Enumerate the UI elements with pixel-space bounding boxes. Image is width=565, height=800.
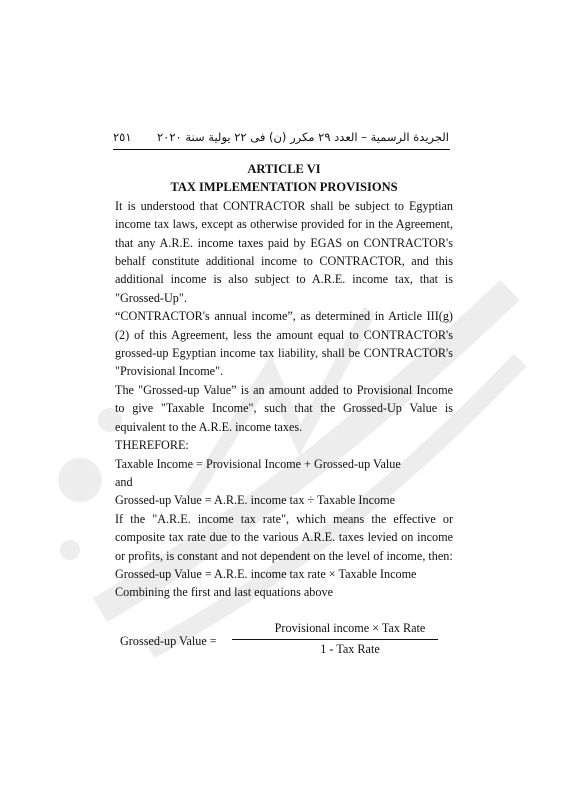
paragraph-1: It is understood that CONTRACTOR shall be subject to Egyptian income tax laws, except as otherwise provided for in the Agreement, that any A.R.E. income taxes paid by EGAS on CONTRACTOR's behalf constitute additional income to CONTRACTOR, and this additional income is also subject to A.R.E. income tax, that is "Grossed-Up".: [115, 198, 453, 305]
article-body: [115, 160, 453, 602]
header-rule: [113, 149, 450, 150]
therefore-label: THEREFORE:: [115, 438, 189, 453]
page-number: ٢٥١: [113, 130, 132, 144]
combining-text: Combining the first and last equations above: [115, 585, 333, 600]
formula-lhs: Grossed-up Value =: [120, 634, 217, 648]
equation-2: Grossed-up Value = A.R.E. income tax ÷ Taxable Income: [115, 493, 395, 508]
equation-1: Taxable Income = Provisional Income + Grossed-up Value: [115, 456, 401, 471]
and-label: and: [115, 474, 133, 489]
article-title: TAX IMPLEMENTATION PROVISIONS: [170, 180, 398, 195]
paragraph-4: If the "A.R.E. income tax rate", which means the effective or composite tax rate due to the various A.R.E. taxes levied on income or profits, is constant and not dependent on the level of income, then:: [115, 511, 453, 563]
paragraph-2: “CONTRACTOR's annual income”, as determined in Article III(g)(2) of this Agreement, less the amount equal to CONTRACTOR's grossed-up Egyptian income tax liability, shall be CONTRACTOR's "Provisional Income".: [115, 309, 453, 379]
formula-numerator: Provisional income × Tax Rate: [274, 621, 426, 635]
formula-denominator: 1 - Tax Rate: [320, 642, 380, 656]
fraction-bar: [232, 639, 438, 640]
article-number: ARTICLE VI: [247, 162, 321, 176]
equation-3: Grossed-up Value = A.R.E. income tax rate × Taxable Income: [115, 566, 417, 581]
paragraph-3: The "Grossed-up Value” is an amount added to Provisional Income to give "Taxable Income", such that the Grossed-Up Value is equivalent to the A.R.E. income taxes.: [115, 382, 453, 434]
grossed-up-formula: [120, 621, 450, 662]
gazette-title: الجريدة الرسمية – العدد ٢٩ مكرر (ن) فى ٢٢ يولية سنة ٢٠٢٠: [157, 130, 449, 144]
gazette-header: [113, 128, 449, 146]
